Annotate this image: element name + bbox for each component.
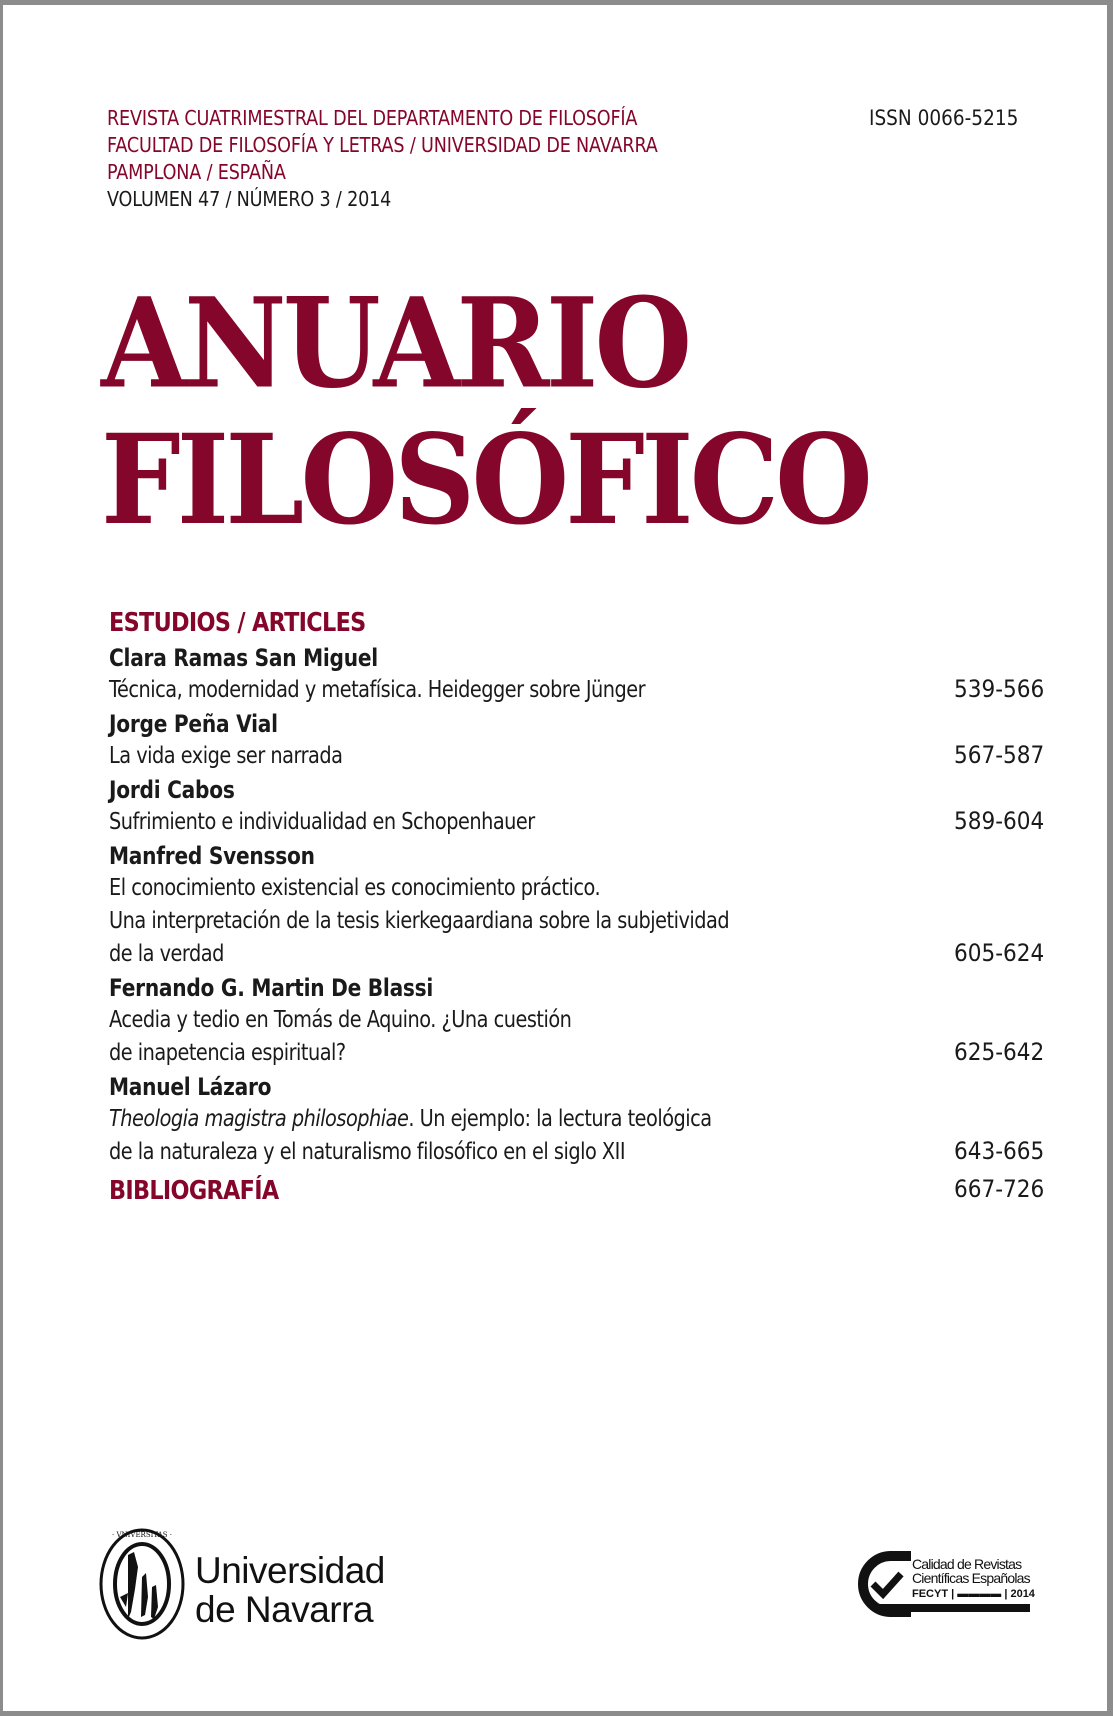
volume-info: VOLUMEN 47 / NÚMERO 3 / 2014: [107, 187, 392, 211]
issn: ISSN 0066-5215: [869, 106, 1019, 130]
fecyt-title-line-1: Calidad de Revistas: [912, 1556, 1022, 1572]
entry-author: Clara Ramas San Miguel: [109, 644, 378, 672]
entry-author: Jordi Cabos: [109, 776, 235, 804]
section-heading-bibliography: BIBLIOGRAFÍA: [109, 1176, 279, 1206]
entry-title-line-1: [109, 1103, 894, 1136]
journal-title-line-1: ANUARIO: [101, 269, 689, 416]
toc-entry[interactable]: [109, 709, 1044, 773]
university-name-line-2: de Navarra: [195, 1589, 374, 1630]
toc-entry[interactable]: [109, 973, 1044, 1070]
entry-pages: 539-566: [953, 675, 1044, 703]
fecyt-quality-seal: [856, 1550, 1036, 1620]
entry-pages: 625-642: [953, 1038, 1044, 1066]
journal-title: [101, 269, 870, 553]
svg-text:· VNIVERSITAS ·: · VNIVERSITAS ·: [112, 1531, 172, 1539]
fecyt-title: [912, 1557, 1030, 1585]
masthead-line-3: PAMPLONA / ESPAÑA: [107, 160, 286, 184]
entry-title-line-2: Una interpretación de la tesis kierkegaardiana sobre la subjetividad: [109, 908, 730, 934]
section-heading-articles: ESTUDIOS / ARTICLES: [109, 608, 366, 638]
entry-title-italic: Theologia magistra philosophiae: [109, 1106, 409, 1132]
toc-entry[interactable]: [109, 1072, 1044, 1169]
entry-pages: 643-665: [953, 1137, 1044, 1165]
fecyt-footer: [912, 1588, 1035, 1600]
university-seal-icon: [98, 1527, 186, 1642]
fecyt-year: 2014: [1010, 1588, 1035, 1600]
entry-title-line-3: de la verdad: [109, 941, 224, 967]
university-name-line-1: Universidad: [195, 1550, 385, 1591]
toc-entry[interactable]: [109, 841, 1044, 971]
entry-title: Técnica, modernidad y metafísica. Heidegger sobre Jünger: [109, 677, 646, 703]
fecyt-bar: [880, 1604, 1030, 1612]
entry-author: Manfred Svensson: [109, 842, 315, 870]
entry-author: Fernando G. Martin De Blassi: [109, 974, 434, 1002]
entry-author: Jorge Peña Vial: [109, 710, 278, 738]
entry-title-line-1: El conocimiento existencial es conocimiento práctico.: [109, 875, 601, 901]
fecyt-org: FECYT: [912, 1588, 949, 1600]
table-of-contents: [109, 605, 1044, 1207]
entry-title: La vida exige ser narrada: [109, 743, 343, 769]
university-name: [195, 1551, 385, 1629]
entry-title-rest: . Un ejemplo: la lectura teológica: [408, 1106, 712, 1132]
toc-entry-bibliography[interactable]: [109, 1173, 1044, 1207]
masthead-line-1: REVISTA CUATRIMESTRAL DEL DEPARTAMENTO DE FILOSOFÍA: [107, 106, 638, 130]
fecyt-separator: | ▬▬▬▬ |: [951, 1588, 1011, 1600]
entry-title-line-2: de inapetencia espiritual?: [109, 1040, 346, 1066]
masthead-line-2: FACULTAD DE FILOSOFÍA Y LETRAS / UNIVERSIDAD DE NAVARRA: [107, 133, 658, 157]
toc-entry[interactable]: [109, 643, 1044, 707]
entry-pages: 667-726: [953, 1175, 1044, 1203]
fecyt-title-line-2: Científicas Españolas: [912, 1570, 1030, 1586]
entry-title-line-2: de la naturaleza y el naturalismo filosófico en el siglo XII: [109, 1139, 626, 1165]
entry-title: Sufrimiento e individualidad en Schopenhauer: [109, 809, 535, 835]
journal-cover-page: [3, 5, 1107, 1711]
universidad-de-navarra-logo: [98, 1527, 398, 1647]
toc-entry[interactable]: [109, 775, 1044, 839]
entry-pages: 605-624: [953, 939, 1044, 967]
masthead: [107, 105, 658, 213]
entry-pages: 567-587: [953, 741, 1044, 769]
entry-author: Manuel Lázaro: [109, 1073, 272, 1101]
entry-pages: 589-604: [953, 807, 1044, 835]
entry-title-line-1: Acedia y tedio en Tomás de Aquino. ¿Una cuestión: [109, 1007, 572, 1033]
journal-title-line-2: FILOSÓFICO: [101, 406, 870, 553]
